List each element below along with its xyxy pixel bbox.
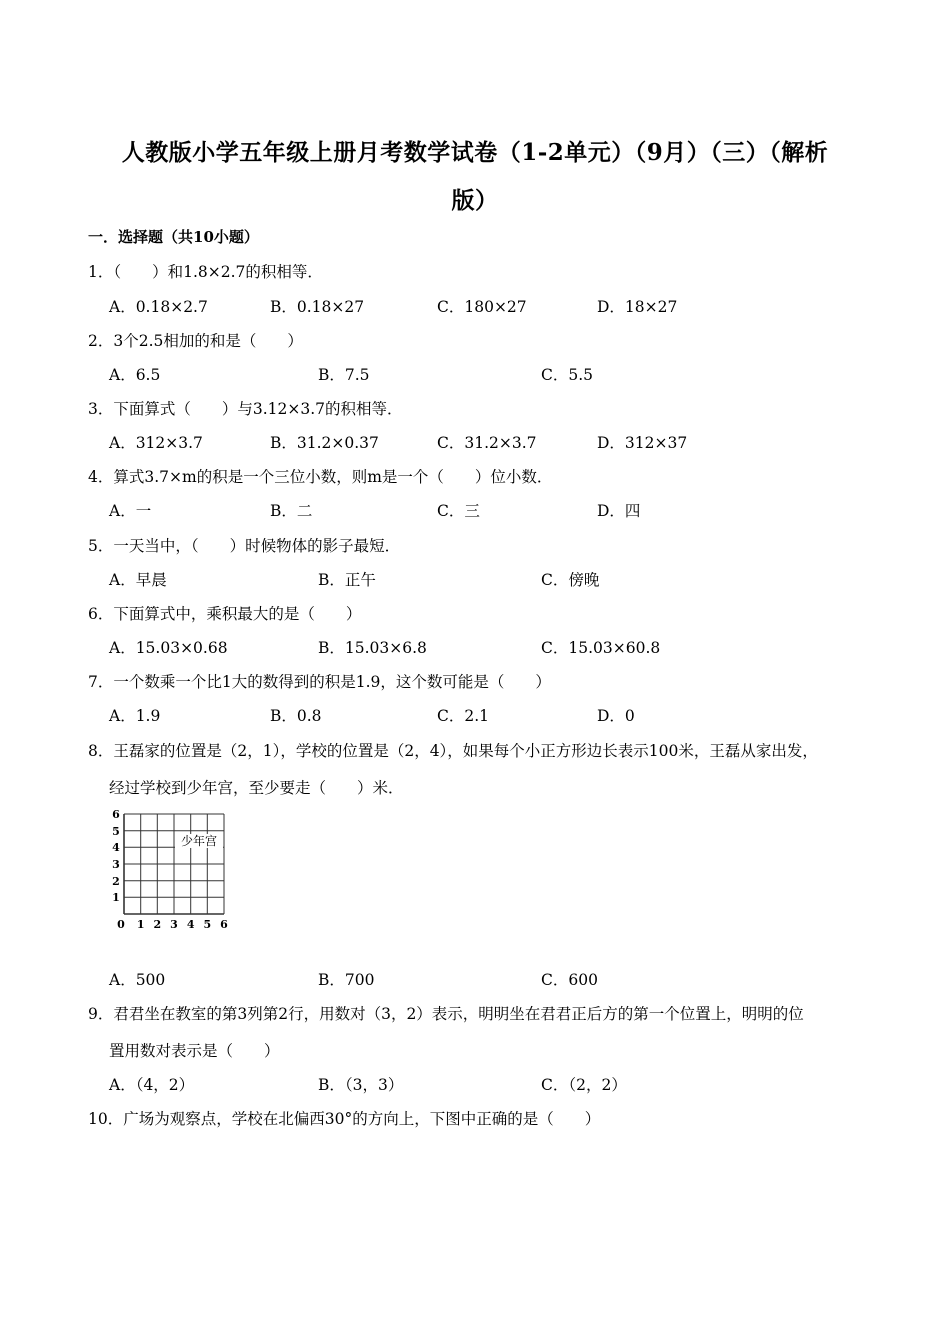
q3-option-d: D．312×37 [597,434,688,452]
q8-option-b: B．700 [318,971,375,989]
q2-option-c: C．5.5 [541,366,594,384]
grid-x-label: 3 [170,918,178,931]
q8-option-c: C．600 [541,971,598,989]
grid-x-label: 1 [136,918,145,931]
question-7: 7．一个数乘一个比1大的数得到的积是1.9，这个数可能是（ ） [88,673,551,691]
grid-x-label: 5 [203,918,212,931]
grid-y-label: 2 [112,875,120,888]
page-title-line1: 人教版小学五年级上册月考数学试卷（1-2单元）（9月）（三）（解析 [121,139,829,166]
question-8-continued: 经过学校到少年宫，至少要走（ ）米． [109,779,404,797]
q5-option-b: B．正午 [318,571,376,589]
grid-label-youth-palace: 少年宫 [180,834,218,848]
q6-option-b: B．15.03×6.8 [318,639,427,657]
q9-option-c: C．（2，2） [541,1076,627,1094]
q7-option-b: B．0.8 [270,707,322,725]
q9-option-b: B．（3，3） [318,1076,404,1094]
question-9-continued: 置用数对表示是（ ） [109,1042,280,1060]
q5-option-a: A．早晨 [109,571,167,589]
question-5: 5．一天当中，（ ）时候物体的影子最短． [88,537,401,555]
q6-option-a: A．15.03×0.68 [109,639,228,657]
grid-x-label: 4 [186,918,195,931]
q6-option-c: C．15.03×60.8 [541,639,661,657]
q3-option-b: B．31.2×0.37 [270,434,379,452]
q7-option-d: D．0 [597,707,635,725]
q7-option-c: C．2.1 [437,707,490,725]
q1-option-a: A．0.18×2.7 [109,298,208,316]
question-6: 6．下面算式中，乘积最大的是（ ） [88,605,362,623]
question-1: 1．（ ）和1.8×2.7的积相等． [88,263,323,281]
question-2: 2．3个2.5相加的和是（ ） [88,332,303,350]
question-8: 8．王磊家的位置是（2，1），学校的位置是（2，4），如果每个小正方形边长表示100米，王磊从家出发， [88,742,818,760]
grid-x-label: 0 [117,918,125,931]
q7-option-a: A．1.9 [109,707,161,725]
page-title-line2: 版） [451,187,499,214]
coordinate-grid-figure [108,808,232,932]
grid-x-label: 6 [220,918,228,931]
coordinate-grid-svg [108,808,232,932]
q4-option-d: D．四 [597,502,641,520]
grid-y-label: 5 [112,825,120,838]
q5-option-c: C．傍晚 [541,571,600,589]
section-heading: 一．选择题（共10小题） [88,228,259,246]
grid-x-label: 2 [153,918,162,931]
question-3: 3．下面算式（ ）与3.12×3.7的积相等． [88,400,403,418]
q4-option-c: C．三 [437,502,480,520]
q3-option-a: A．312×3.7 [109,434,203,452]
question-4: 4．算式3.7×m的积是一个三位小数，则m是一个（ ）位小数． [88,468,553,486]
q1-option-b: B．0.18×27 [270,298,365,316]
grid-y-label: 6 [112,808,120,821]
grid-y-label: 3 [112,858,120,871]
grid-y-label: 1 [112,891,120,904]
question-9: 9．君君坐在教室的第3列第2行，用数对（3，2）表示，明明坐在君君正后方的第一个位置上，明明的位 [88,1005,804,1023]
q3-option-c: C．31.2×3.7 [437,434,537,452]
q1-option-d: D．18×27 [597,298,678,316]
q2-option-b: B．7.5 [318,366,370,384]
q8-option-a: A．500 [109,971,166,989]
q9-option-a: A．（4，2） [109,1076,195,1094]
grid-y-label: 4 [112,841,120,854]
q2-option-a: A．6.5 [109,366,161,384]
q1-option-c: C．180×27 [437,298,527,316]
q4-option-b: B．二 [270,502,313,520]
question-10: 10．广场为观察点，学校在北偏西30°的方向上，下图中正确的是（ ） [88,1110,601,1128]
q4-option-a: A．一 [109,502,152,520]
